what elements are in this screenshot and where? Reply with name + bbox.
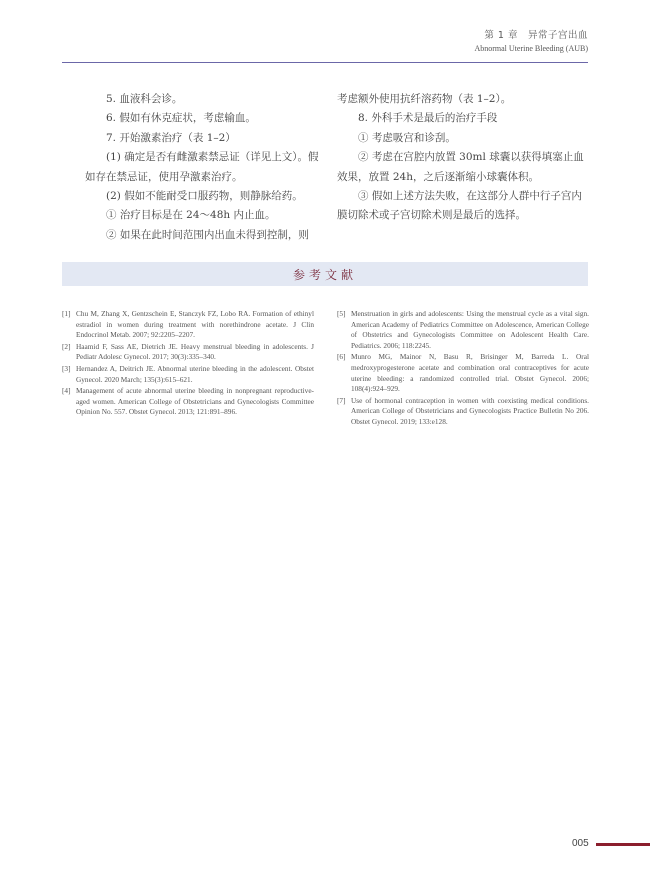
reference-text: Chu M, Zhang X, Gentzschein E, Stanczyk FZ, Lobo RA. Formation of ethinyl estradiol in women during treatment with norethindrone acetate. J Clin Endocrinol Metab. 2007; 92:2205–2207. (76, 309, 314, 340)
reference-number: [5] (337, 309, 346, 318)
reference-item (337, 352, 589, 394)
paragraph: ② 考虑在宫腔内放置 30ml 球囊以获得填塞止血效果，放置 24h，之后逐渐缩小球囊体积。 (337, 151, 584, 183)
reference-item (62, 386, 314, 418)
reference-number: [1] (62, 309, 71, 318)
reference-number: [3] (62, 363, 71, 373)
reference-item (62, 364, 314, 385)
reference-text: Munro MG, Mainor N, Basu R, Brisinger M, Barreda L. Oral medroxyprogesterone acetate and combination oral contraceptives for acute uterine bleeding: a randomized controlled trial. Obstet Gynecol. 2006; 108(4):924–929. (351, 352, 589, 394)
reference-item (337, 396, 589, 428)
paragraph: 6. 假如有休克症状，考虑输血。 (106, 112, 256, 125)
reference-text: Use of hormonal contraception in women with coexisting medical conditions. American College of Obstetricians and Gynecologists Practice Bulletin No 206. Obstet Gynecol. 2019; 133:e128. (351, 395, 589, 426)
reference-list-right (337, 309, 589, 429)
reference-text: Menstruation in girls and adolescents: Using the menstrual cycle as a vital sign. American Academy of Pediatrics Committee on Adolescence, American College of Obstetrics and Gynecologists Committee on Adolescent Health Care. Pediatrics. 2006; 118:2245. (351, 309, 589, 350)
reference-number: [2] (62, 341, 71, 351)
references-heading-band (62, 262, 588, 286)
chapter-title: 第 1 章 异常子宫出血 (484, 30, 588, 41)
paragraph: ③ 假如上述方法失败，在这部分人群中行子宫内膜切除术或子宫切除术则是最后的选择。 (337, 190, 582, 222)
paragraph: ① 治疗目标是在 24～48h 内止血。 (106, 209, 276, 222)
reference-item (62, 309, 314, 341)
reference-item (62, 342, 314, 363)
page-number-bar (596, 843, 650, 846)
reference-item (337, 309, 589, 351)
paragraph: 7. 开始激素治疗（表 1–2） (106, 131, 236, 144)
paragraph: ① 考虑吸宫和诊刮。 (358, 131, 456, 144)
paragraph: ② 如果在此时间范围内出血未得到控制，则 (106, 228, 309, 241)
reference-text: Hernandez A, Deitrich JE. Abnormal uterine bleeding in the adolescent. Obstet Gynecol. 2020 March; 135(3):615–621. (76, 363, 314, 384)
reference-list-left (62, 309, 314, 419)
paragraph: (1) 确定是否有雌激素禁忌证（详见上文）。假如存在禁忌证，使用孕激素治疗。 (85, 151, 319, 183)
header-divider (62, 62, 588, 63)
running-header (474, 27, 588, 53)
paragraph: 考虑额外使用抗纤溶药物（表 1–2）。 (337, 93, 512, 105)
paragraph: 8. 外科手术是最后的治疗手段 (358, 112, 498, 125)
reference-text: Haamid F, Sass AE, Dietrich JE. Heavy menstrual bleeding in adolescents. J Pediatr Adolesc Gynecol. 2017; 30(3):335–340. (76, 341, 314, 362)
paragraph: (2) 假如不能耐受口服药物，则静脉给药。 (106, 190, 303, 203)
reference-text: Management of acute abnormal uterine bleeding in nonpregnant reproductive-aged women. American College of Obstetricians and Gynecologists Committee Opinion No. 557. Obstet Gynecol. 2013; 121:891–896. (76, 386, 314, 417)
page-number: 005 (572, 838, 589, 849)
reference-number: [4] (62, 386, 71, 396)
body-column-right (337, 90, 589, 226)
chapter-subtitle: Abnormal Uterine Bleeding (AUB) (474, 44, 588, 53)
references-heading: 参考文献 (292, 267, 357, 282)
reference-number: [6] (337, 352, 346, 362)
reference-number: [7] (337, 395, 346, 405)
body-column-left (85, 90, 325, 245)
paragraph: 5. 血液科会诊。 (106, 93, 183, 105)
